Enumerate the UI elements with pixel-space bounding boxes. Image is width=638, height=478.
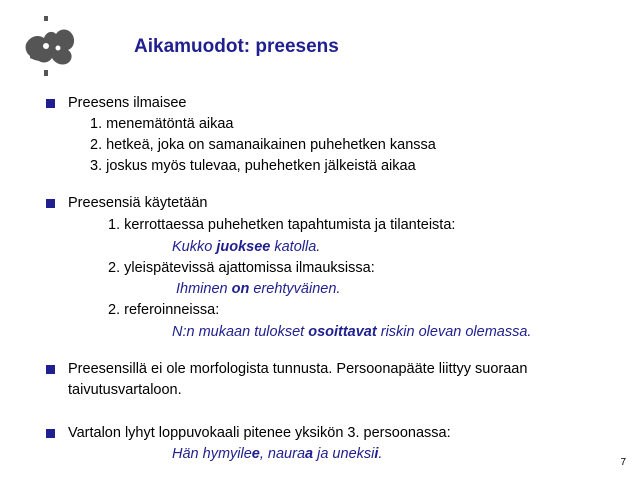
section3-line-1: Preesensillä ei ole morfologista tunnusta. Persoonapääte liittyy suoraan (68, 361, 528, 377)
bullet-icon (46, 199, 55, 208)
example-sentence-3: N:n mukaan tulokset osoittavat riskin olevan olemassa. (172, 324, 532, 340)
university-logo (20, 14, 80, 82)
section2-item-3: 2. referoinneissa: (108, 302, 220, 318)
bullet-icon (46, 365, 55, 374)
section2-item-2: 2. yleispätevissä ajattomissa ilmauksissa: (108, 260, 375, 276)
section1-heading: Preesens ilmaisee (68, 95, 187, 111)
section1-item-1: 1. menemätöntä aikaa (90, 116, 234, 132)
section3-line-2: taivutusvartaloon. (68, 382, 182, 398)
section2-item-1: 1. kerrottaessa puhehetken tapahtumista ja tilanteista: (108, 217, 456, 233)
example-sentence-1: Kukko juoksee katolla. (172, 239, 321, 255)
section1-item-3: 3. joskus myös tulevaa, puhehetken jälkeistä aikaa (90, 158, 416, 174)
example-sentence-2: Ihminen on erehtyväinen. (176, 281, 341, 297)
page-title: Aikamuodot: preesens (134, 36, 339, 57)
page-number: 7 (620, 457, 626, 468)
section4-line-1: Vartalon lyhyt loppuvokaali pitenee yksikön 3. persoonassa: (68, 425, 451, 441)
bullet-icon (46, 99, 55, 108)
section2-heading: Preesensiä käytetään (68, 195, 208, 211)
example-sentence-4: Hän hymyilee, nauraa ja uneksii. (172, 446, 383, 462)
bullet-icon (46, 429, 55, 438)
section1-item-2: 2. hetkeä, joka on samanaikainen puhehetken kanssa (90, 137, 436, 153)
